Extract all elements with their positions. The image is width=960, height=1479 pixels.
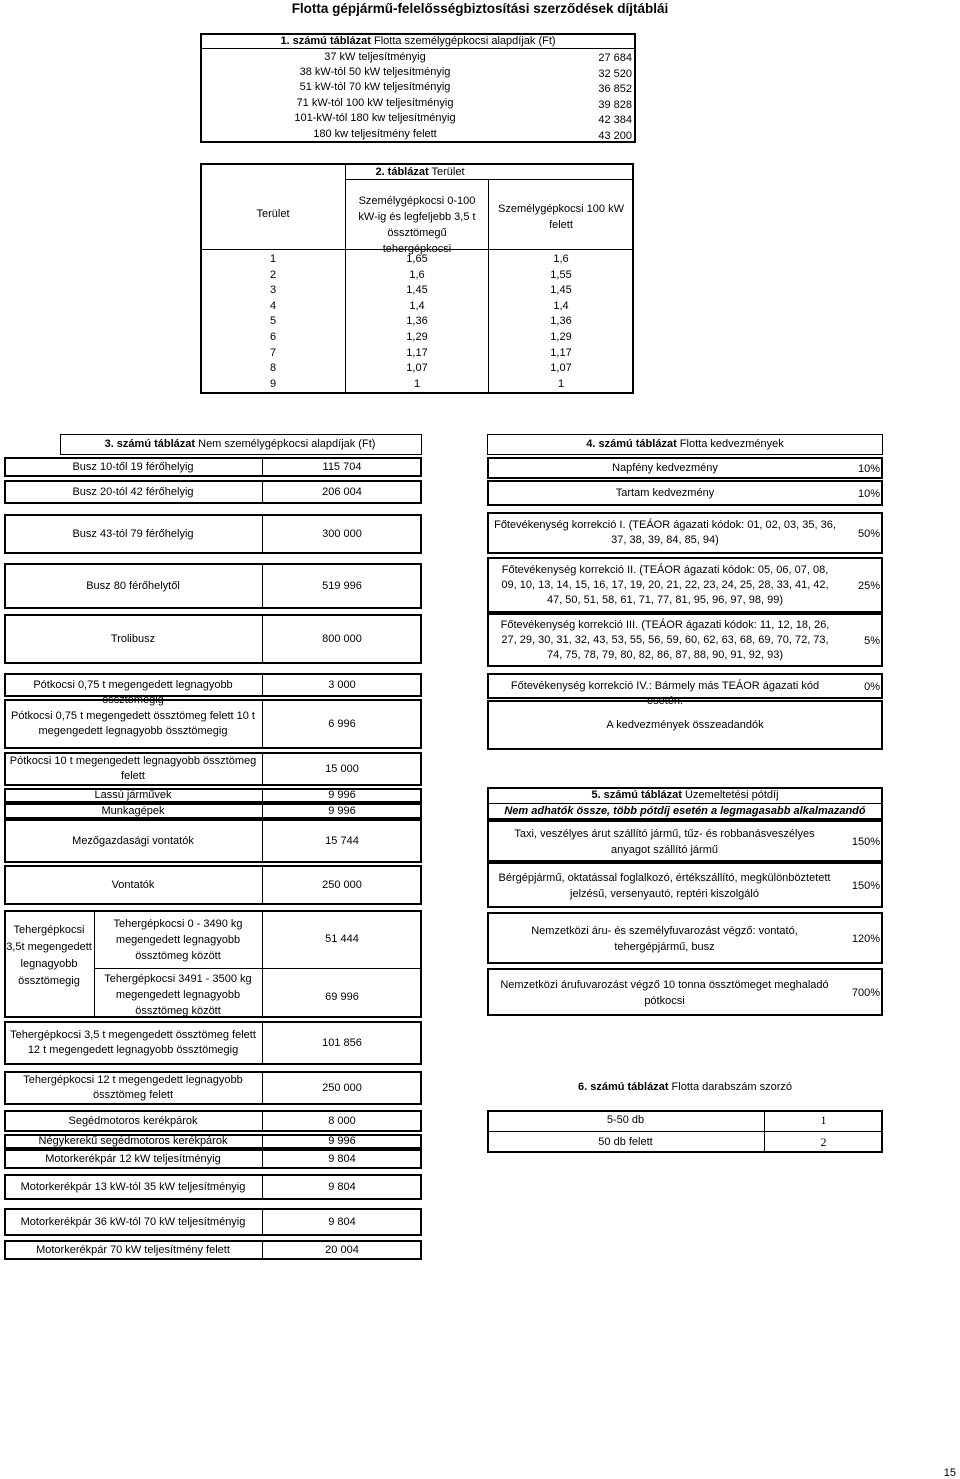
- table-row-value: 51 444: [325, 933, 359, 945]
- table2-header-area: Terület: [256, 208, 290, 220]
- table-row-value: 9 996: [328, 789, 356, 801]
- table-row-value: 250 000: [322, 1081, 362, 1094]
- table2-header-vehicle-small: Személygépkocsi 0-100 kW-ig és legfeljebb 3,5 t össztömegű tehergépkocsi: [358, 195, 476, 255]
- table5-subtitle: Nem adhatók össze, több pótdíj esetén a legmagasabb alkalmazandó: [504, 805, 866, 817]
- table-row-value: 120%: [851, 932, 880, 945]
- divider: [262, 1174, 263, 1200]
- table-row-label: Bérgépjármű, oktatással foglalkozó, értékszállító, megkülönböztetett jelzésű, versenyautó, reptéri kiszolgáló: [498, 872, 831, 900]
- table-row-value: 3 000: [328, 678, 356, 691]
- table-row-value: 150%: [851, 879, 880, 892]
- table-cell: 1: [269, 253, 277, 265]
- table-row-label: Vontatók: [111, 878, 155, 891]
- table-row-label: Motorkerékpár 36 kW-tól 70 kW teljesítményig: [20, 1215, 246, 1228]
- divider: [262, 457, 263, 477]
- table-row-label: Főtevékenység korrekció IV.: Bármely más TEÁOR ágazati kód esetén.: [510, 679, 820, 707]
- table6-caption: 6. számú táblázat Flotta darabszám szorzó: [578, 1081, 792, 1093]
- divider: [262, 1149, 263, 1169]
- table1-caption: 1. számú táblázat Flotta személygépkocsi alapdíjak (Ft): [280, 35, 556, 47]
- divider: [262, 1071, 263, 1105]
- table-cell-border: [487, 434, 883, 455]
- table-cell: 1,07: [406, 362, 428, 375]
- table-row-label: Lassú járművek: [94, 789, 172, 801]
- table-row-label: Tehergépkocsi 12 t megengedett legnagyobb össztömeg felett: [23, 1074, 243, 1101]
- table-row-value: 50%: [857, 527, 880, 540]
- table5-caption: 5. számú táblázat Üzemeltetési pótdíj: [591, 789, 779, 801]
- divider: [262, 563, 263, 609]
- table-row-label: Pótkocsi 10 t megengedett legnagyobb össztömeg felett: [9, 755, 257, 782]
- table-row-label: Nemzetközi áru- és személyfuvarozást végző: vontató, tehergépjármű, busz: [531, 925, 798, 953]
- table-row-value: 700%: [851, 986, 880, 999]
- table-row-label: Tartam kedvezmény: [615, 486, 715, 499]
- divider: [262, 1110, 263, 1132]
- table-row-label: Tehergépkocsi 3491 - 3500 kg megengedett legnagyobb össztömeg között: [104, 973, 252, 1017]
- table-row-label: Főtevékenység korrekció II. (TEÁOR ágazati kódok: 05, 06, 07, 08, 09, 10, 13, 14, 15, 16, 17, 19, 20, 21, 22, 23, 24, 25, 28, 33, 41, 42, 47, 50, 51, 58, 61, 71, 77, 81, 95, 96, 97, 98, 99): [501, 563, 829, 606]
- table-row-label: Motorkerékpár 13 kW-tól 35 kW teljesítményig: [20, 1180, 246, 1193]
- divider: [262, 480, 263, 504]
- table-row-value: 27 684: [598, 52, 632, 64]
- divider: [94, 968, 422, 969]
- table-row-value: 9 804: [328, 1152, 356, 1165]
- table-row-label: 50 db felett: [598, 1136, 653, 1148]
- table-row-label: 5-50 db: [606, 1114, 645, 1126]
- table-row-label: Busz 10-től 19 férőhelyig: [72, 460, 194, 473]
- table-cell: 4: [269, 299, 277, 312]
- table-row-label: Főtevékenység korrekció III. (TEÁOR ágazati kódok: 11, 12, 18, 26, 27, 29, 30, 31, 32, 43, 53, 55, 56, 59, 60, 62, 63, 68, 69, 70, 72, 73, 74, 75, 78, 79, 80, 82, 86, 87, 88, 90, 91, 92, 93): [500, 618, 830, 661]
- table-row-value: 20 004: [325, 1243, 359, 1256]
- table-cell-border: [60, 434, 422, 455]
- table2-caption: 2. táblázat Terület: [375, 166, 465, 178]
- table-row-label: Taxi, veszélyes árut szállító jármű, tűz- és robbanásveszélyes anyagot szállító jármű: [514, 828, 815, 856]
- table-cell: 8: [269, 362, 277, 375]
- table-row-label: Motorkerékpár 70 kW teljesítmény felett: [36, 1243, 230, 1256]
- table-row-value: 10%: [857, 462, 880, 475]
- table-cell: 1,29: [406, 331, 428, 343]
- table-row-value: 6 996: [328, 717, 356, 730]
- table-cell: 1,4: [409, 299, 425, 312]
- table-row-value: 42 384: [598, 114, 632, 126]
- table-row-value: 250 000: [322, 878, 362, 891]
- table-note: A kedvezmények összeadandók: [606, 719, 764, 731]
- table-cell: 5: [269, 315, 277, 328]
- table-row-label: Segédmotoros kerékpárok: [68, 1114, 198, 1127]
- table-row-label: Tehergépkocsi 3,5 t megengedett össztömeg felett 12 t megengedett legnagyobb össztömegig: [10, 1029, 256, 1056]
- table-group-label: Tehergépkocsi 3,5t megengedett legnagyobb össztömegig: [6, 924, 92, 987]
- table-row-label: Munkagépek: [101, 804, 165, 817]
- table-row-label: Főtevékenység korrekció I. (TEÁOR ágazati kódok: 01, 02, 03, 35, 36, 37, 38, 39, 84, 85, 94): [494, 519, 836, 546]
- table-row-value: 15 744: [325, 834, 359, 847]
- divider: [262, 910, 263, 1018]
- table-row-label: 71 kW-tól 100 kW teljesítményig: [296, 97, 454, 109]
- table-cell: 9: [269, 377, 277, 390]
- table-cell: 1,65: [406, 253, 428, 265]
- document-title: Flotta gépjármű-felelősségbiztosítási szerződések díjtáblái: [291, 1, 669, 16]
- table-cell: 1,29: [550, 331, 572, 343]
- divider: [262, 1208, 263, 1236]
- table-cell: 1,45: [550, 284, 572, 297]
- table-cell: 1: [413, 377, 421, 390]
- table-row-label: 38 kW-tól 50 kW teljesítményig: [299, 66, 451, 78]
- table2-header-vehicle-large: Személygépkocsi 100 kW felett: [498, 203, 624, 231]
- table-cell: 1,36: [406, 315, 428, 328]
- table-row-label: Trolibusz: [110, 632, 156, 645]
- table-cell: 1,07: [550, 362, 572, 375]
- table-cell: 1: [557, 377, 565, 390]
- table-row-value: 69 996: [325, 991, 359, 1003]
- divider: [262, 865, 263, 905]
- table-cell: 1,55: [550, 268, 572, 281]
- table-row-label: 37 kW teljesítményig: [324, 51, 426, 63]
- table-row-value: 150%: [851, 835, 880, 848]
- divider: [262, 673, 263, 697]
- table-row-value: 15 000: [325, 762, 359, 775]
- divider: [262, 803, 263, 819]
- divider: [262, 788, 263, 803]
- divider: [262, 514, 263, 554]
- table-cell: 6: [269, 331, 277, 343]
- divider: [262, 1021, 263, 1065]
- table-row-label: Busz 43-tól 79 férőhelyig: [72, 527, 194, 540]
- table-row-value: 8 000: [328, 1114, 356, 1127]
- table3-caption: 3. számú táblázat Nem személygépkocsi alapdíjak (Ft): [104, 438, 376, 450]
- divider: [262, 614, 263, 664]
- table-row-value: 10%: [857, 487, 880, 500]
- table-row-value: 206 004: [322, 485, 362, 498]
- table-cell: 1,6: [409, 268, 425, 281]
- divider: [262, 699, 263, 749]
- table-row-label: Tehergépkocsi 0 - 3490 kg megengedett legnagyobb össztömeg között: [113, 918, 243, 962]
- table-cell: 1,17: [550, 346, 572, 359]
- table-row-label: Négykerekű segédmotoros kerékpárok: [38, 1135, 228, 1147]
- page-number: 15: [943, 1467, 956, 1479]
- divider: [487, 1131, 883, 1132]
- table-cell: 1,4: [553, 299, 569, 312]
- table-row-label: Pótkocsi 0,75 t megengedett legnagyobb össztömegig: [33, 678, 233, 706]
- table-cell: 3: [269, 284, 277, 297]
- table-row-value: 115 704: [322, 460, 362, 473]
- table-row-label: Mezőgazdasági vontatók: [72, 834, 194, 847]
- divider: [94, 910, 95, 1018]
- table-row-value: 101 856: [322, 1036, 362, 1049]
- divider: [262, 1240, 263, 1260]
- table-row-value: 9 804: [328, 1215, 356, 1228]
- table-row-value: 0%: [864, 680, 880, 693]
- table-row-label: Busz 20-tól 42 férőhelyig: [72, 485, 194, 498]
- table-row-value: 5%: [864, 634, 880, 647]
- table-row-label: 180 kw teljesítmény felett: [313, 128, 437, 140]
- table-row-value: 800 000: [322, 632, 362, 645]
- table-row-label: Busz 80 férőhelytől: [86, 579, 180, 592]
- table-row-label: Nemzetközi árufuvarozást végző 10 tonna össztömeget meghaladó pótkocsi: [500, 979, 829, 1007]
- table-row-label: Pótkocsi 0,75 t megengedett össztömeg felett 10 t megengedett legnagyobb össztömegig: [11, 710, 255, 737]
- table-cell: 7: [269, 346, 277, 359]
- table-cell: 2: [269, 268, 277, 281]
- table-row-value: 300 000: [322, 527, 362, 540]
- table-cell: 1,17: [406, 346, 428, 359]
- divider: [262, 1134, 263, 1149]
- divider: [262, 819, 263, 863]
- divider: [764, 1110, 765, 1153]
- table-row-value: 2: [820, 1135, 827, 1149]
- table-row-value: 519 996: [322, 579, 362, 592]
- table-cell: 1,6: [553, 253, 569, 265]
- table-cell: 1,45: [406, 284, 428, 297]
- table-row-value: 32 520: [598, 68, 632, 80]
- table-row-value: 9 996: [328, 1135, 356, 1147]
- table-row-value: 9 804: [328, 1180, 356, 1193]
- table-row-value: 36 852: [598, 83, 632, 95]
- table-row-value: 1: [820, 1113, 827, 1127]
- table4-caption: 4. számú táblázat Flotta kedvezmények: [586, 438, 784, 450]
- table-row-label: Napfény kedvezmény: [612, 461, 718, 474]
- table-row-value: 25%: [857, 579, 880, 592]
- table-row-label: 51 kW-tól 70 kW teljesítményig: [299, 81, 451, 93]
- table-row-value: 43 200: [598, 130, 632, 142]
- divider: [262, 752, 263, 786]
- table-row-value: 39 828: [598, 99, 632, 111]
- table-row-label: Motorkerékpár 12 kW teljesítményig: [45, 1152, 221, 1165]
- table-row-label: 101-kW-tól 180 kw teljesítményig: [294, 112, 456, 124]
- table-cell: 1,36: [550, 315, 572, 328]
- table-row-value: 9 996: [328, 804, 356, 817]
